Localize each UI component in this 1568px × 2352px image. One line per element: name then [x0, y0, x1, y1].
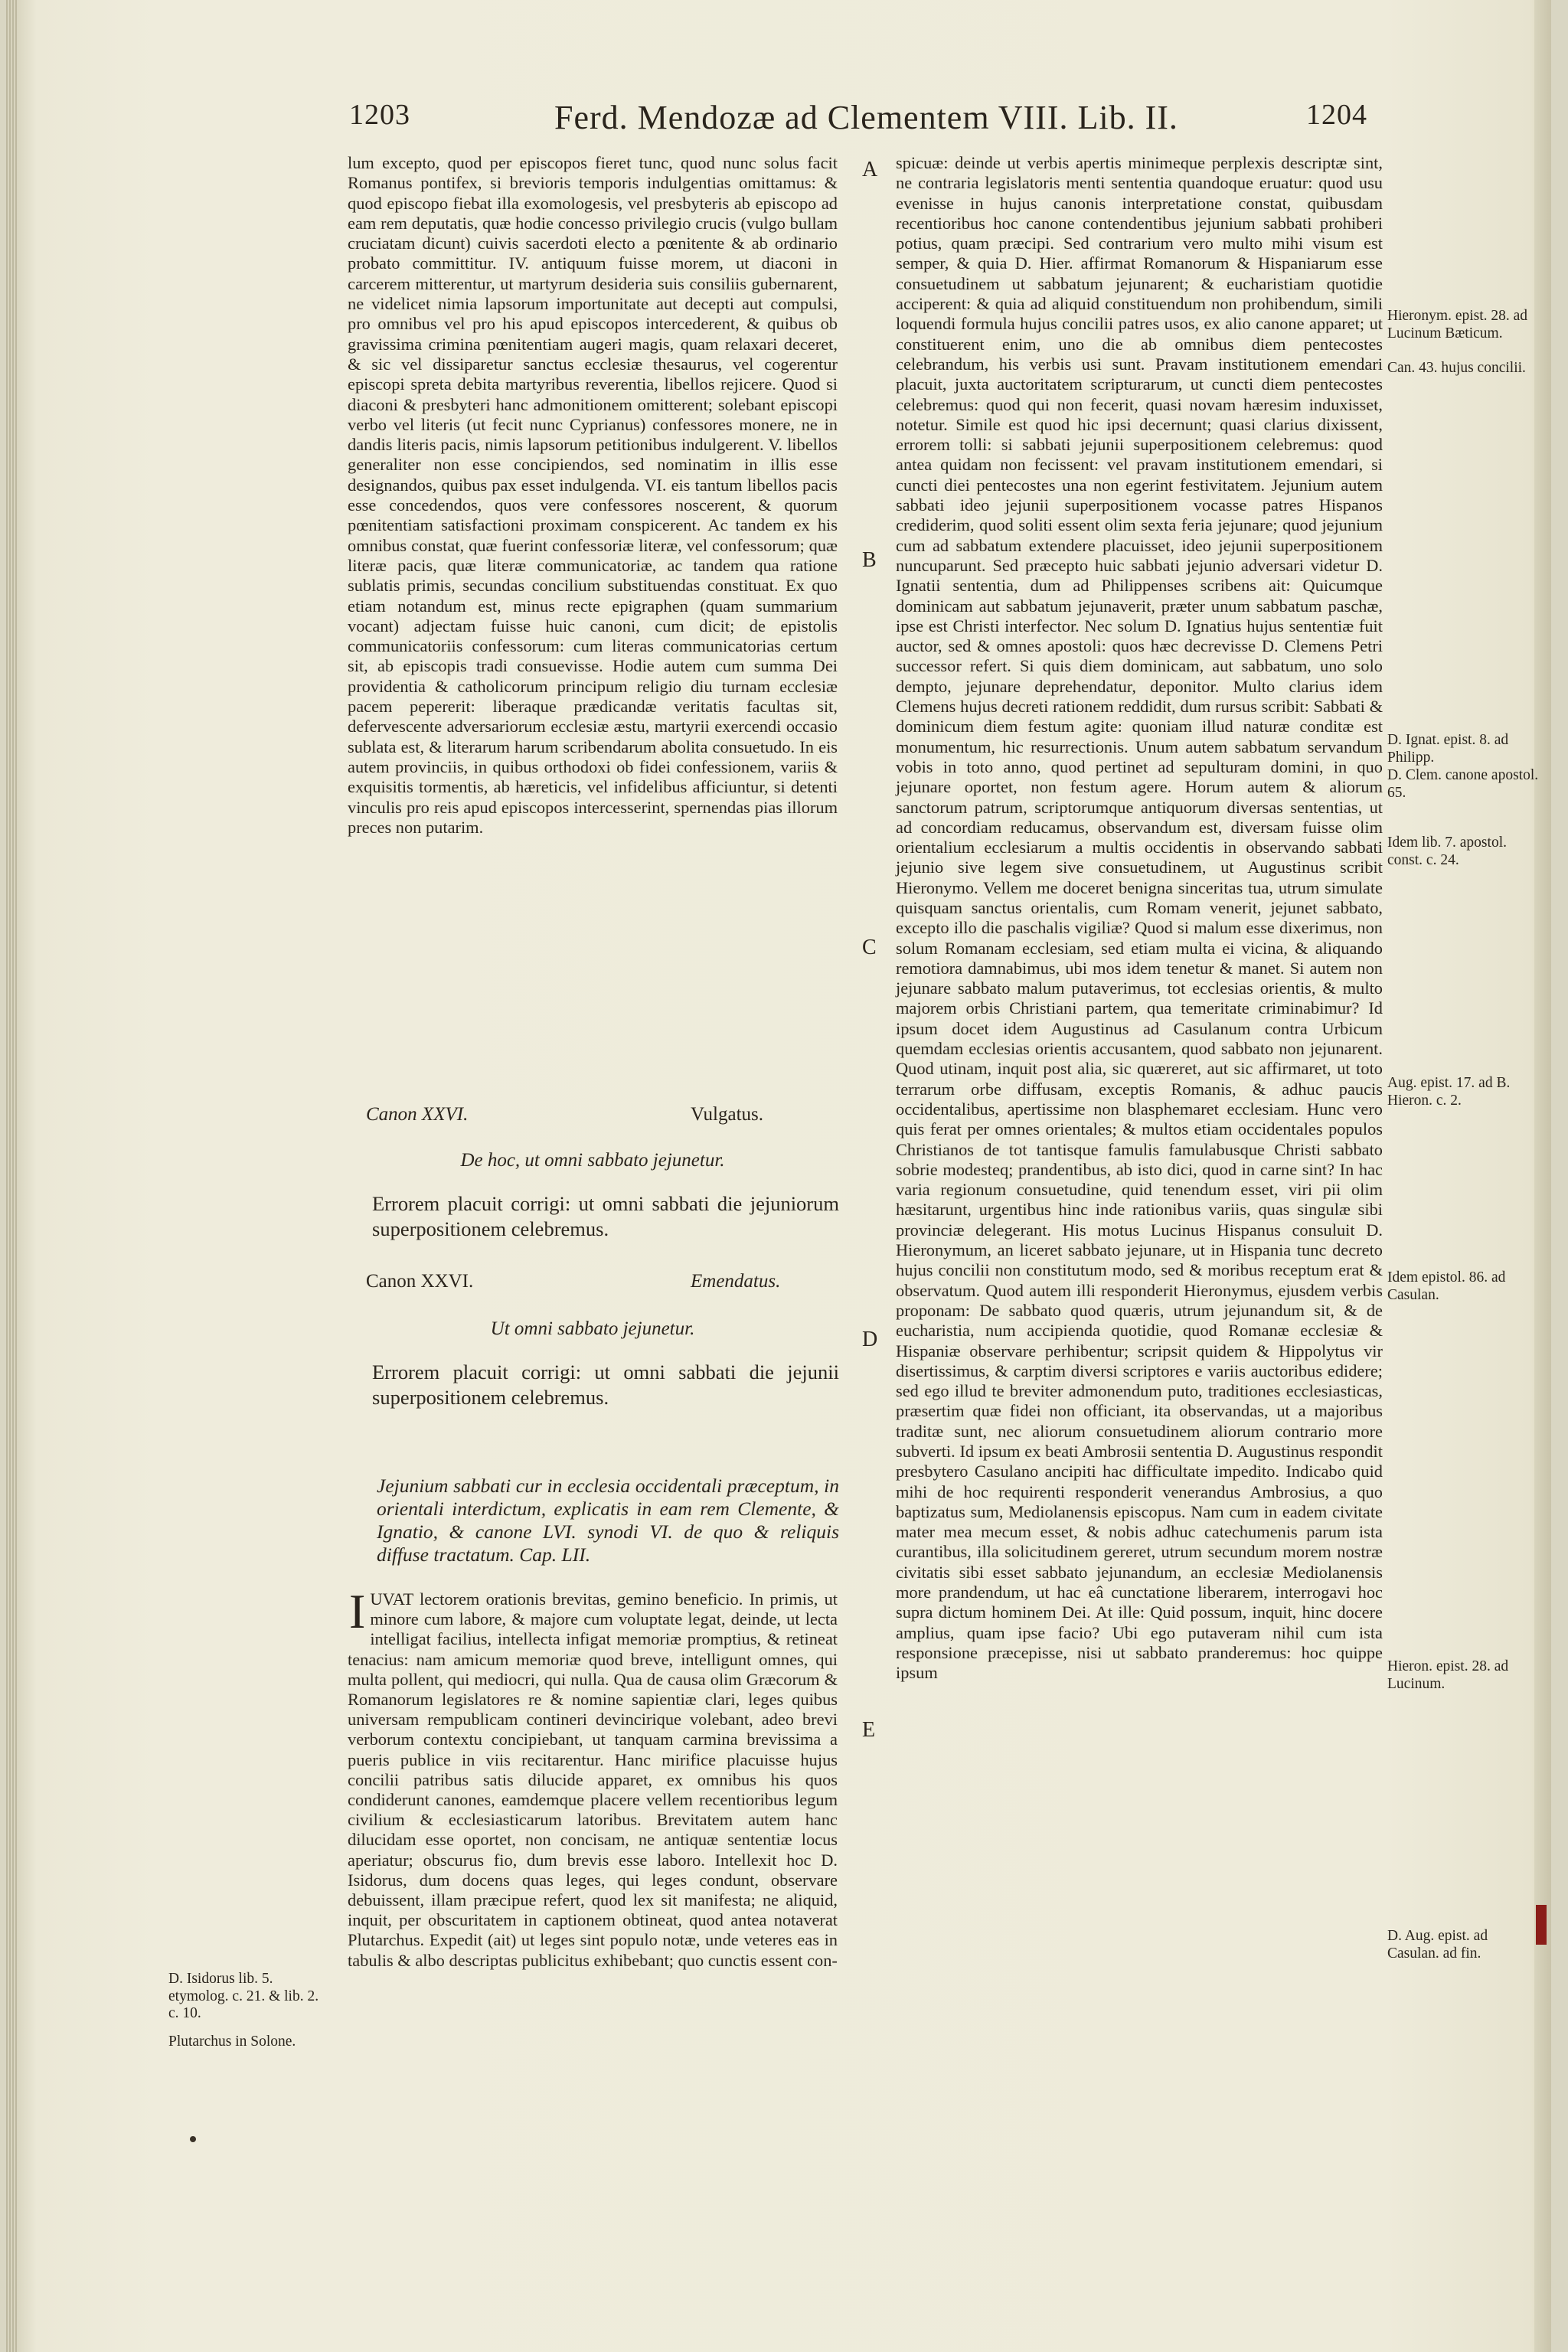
page-edge	[1534, 0, 1551, 2352]
page-gutter	[6, 0, 17, 2352]
margin-note-right-4: D. Clem. canone apostol. 65.	[1387, 767, 1539, 801]
right-column	[896, 153, 1383, 1684]
page-number-right: 1204	[1306, 99, 1367, 131]
margin-note-right-2: Can. 43. hujus concilii.	[1387, 360, 1526, 376]
running-title-part1: Ferd. Mendozæ ad Clementem	[554, 99, 998, 136]
running-title-part2: VIII. Lib. II.	[998, 99, 1178, 136]
section-letter-a: A	[862, 158, 878, 181]
margin-note-right-8: Hieron. epist. 28. ad Lucinum.	[1387, 1658, 1509, 1692]
page-number-left: 1203	[349, 99, 410, 131]
canon-text-2: Errorem placuit corrigi: ut omni sabbati die jejunii superpositionem celebremus.	[372, 1361, 839, 1409]
canon-tag-1: Vulgatus.	[691, 1104, 764, 1125]
margin-note-right-5: Idem lib. 7. apostol. const. c. 24.	[1387, 835, 1507, 868]
left-column-bottom	[348, 1584, 838, 1971]
canon-label-2: Canon XXVI.	[366, 1271, 474, 1292]
right-paragraph: spicuæ: deinde ut verbis apertis minimeque perplexis descriptæ sint, ne contraria legislatoris menti sententia quandoque eruatur: quod usu evenisse in hujus canonis interpretatione constat, quibusdam recentioribus hoc canone contendentibus jejunium sabbati prohiberi potius, quam præcipi. Sed contrarium vero multo mihi visum est semper, & quia D. Hier. affirmat Romanorum & Hispaniarum esse consuetudinem ut sabbatum jejunarent; & eucharistiam quotidie acciperent: & quia ad aliquid constituendum non prohibendum, simili loquendi formula hujus concilii patres usos, ex alio canone apparet; ut constituerent enim, uno die ab omnibus diem pentecostes celebrandum, his verbis usi sunt. Pravam institutionem emendari placuit, juxta auctoritatem scripturarum, ut cuncti diem pentecostes celebremus: quod qui non fecerit, quasi novam hæresim induxisset, notetur. Simile est quod hic ipsi decernunt; quasi clarius dixissent, errorem tolli: si sabbati jejunii superpositionem celebremus: quod antea quidam non fecissent: vel pravam institutionem emendari, si cuncti diei pentecostes una non egerint festivitatem. Jejunium autem sabbati ideo jejunii superpositionem vocasse patres Hispanos crediderim, quod soliti essent olim sexta feria jejunare; quod jejunium cum ad sabbatum extendere placuisset, ideo jejunii superpositionem nuncuparunt. Sed præcepto huic sabbati jejunio adversari videtur D. Ignatii sententia, dum ad Philippenses scribens ait: Quicumque dominicam aut sabbatum jejunaverit, præter unum sabbatum paschæ, ipse est Christi interfector. Nec solum D. Ignatius hujus sententiæ fuit auctor, sed & omnes apostoli: quos hæc decrevisse D. Clemens Petri successor refert. Si quis diem dominicam, aut sabbatum, uno solo dempto, jejunare deprehendatur, deponitor. Multo clarius idem Clemens hujus decreti rationem reddidit, dum rursus scribit: Sabbati & dominicum diem festum agite: quoniam illud naturæ conditæ est monumentum, hic resurrectionis. Unum autem sabbatum servandum vobis in toto anno, quod pertinet ad sepulturam domini, in quo jejunare oportet, non festum agere. Horum autem & aliorum sanctorum patrum, scriptorumque antiquorum diversas sententias, ut ad concordiam reducamus, observandum est, diversam fuisse olim orientalium ecclesiarum a multis occidentis in observando sabbati jejunio sive legem sive consuetudinem, ut Augustinus scribit Hieronymo. Vellem me doceret benigna sinceritas tua, utrum simulate quisquam sanctus orientalis, cum Romam venerit, jejunet sabbato, excepto illo die paschalis vigiliæ? Quod si malum esse dixerimus, non solum Romanam ecclesiam, sed etiam multa ei vicina, & aliquando remotiora damnabimus, ubi mos idem tenetur & manet. Si autem non jejunare sabbato malum putaverimus, tot ecclesias orientis, & multo majorem orbis Christiani partem, qua temeritate criminabimur? Id ipsum docet idem Augustinus ad Casulanum contra Urbicum quemdam ecclesias orientis accusantem, quod sabbato non jejunarent. Quod utinam, inquit post alia, sic quæreret, aut sic affirmaret, ut toto terrarum orbe diffusam, exceptis Romanis, & adhuc paucis occidentalibus, apertissime non blasphemaret ecclesiam. Hunc vero quis ferat per omnes orientales; & multos etiam occidentales populos Christianos de tot tantisque famulis famulabusque Christi sabbato sobrie modesteq; prandentibus, ab isto dici, quod in carne sint? In hac varia regionum consuetudine, quid tenendum esset, viri pii olim hæsitarunt, urgentibus hinc inde rationibus variis, quas singulæ sibi provinciæ delegerant. His motus Lucinus Hispanus consuluit D. Hieronymum, an liceret sabbato jejunare, ut in Hispania tunc decreto hujus concilii non constitutum modo, sed & moribus receptum erat & observatum. Quod autem illi responderit Hieronymus, ejusdem verbis proponam: De sabbato quod quæris, utrum jejunandum sit, & de eucharistia, num accipienda quotidie, quod Romanæ ecclesiæ & Hispaniæ observare perhibentur; scripsit quidem & Hippolytus vir disertissimus, & carptim diversi scriptores e variis auctoribus edidere; sed ego illud te breviter admonendum puto, traditiones ecclesiasticas, præsertim quæ fidei non officiant, ita observandas, ut a majoribus traditæ sunt, nec aliorum consuetudinem aliorum contrario more subverti. Id ipsum ex beati Ambrosii sententia D. Augustinus respondit presbytero Casulano ancipiti hac difficultate impedito. Indicabo quid mihi de hoc requirenti responderit venerandus Ambrosius, a quo baptizatus sum, Mediolanensis episcopus. Nam cum in eadem civitate mater mea mecum esset, & nobis adhuc catechumenis parum ista curantibus, illa solicitudinem gereret, utrum secundum morem nostræ civitatis sibi esset sabbato jejunandum, an ecclesiæ Mediolanensis more prandendum, ut hac eâ cunctatione liberarem, interrogavi hoc supra dictum hominem Dei. At ille: Quid possum, inquit, hinc docere amplius, quam ipse facio? Ubi ego putaveram nihil cum ista responsione præcepisse, nisi ut sabbato pranderemus: hoc quippe ipsum	[896, 153, 1383, 1683]
chapter-heading: Jejunium sabbati cur in ecclesia occidentali præceptum, in orientali interdictum, explicatis in eam rem Clemente, & Ignatio, & canone LVI. synodi VI. de quo & reliquis diffuse tractatum. Cap. LII.	[377, 1475, 839, 1566]
canon-title-1: De hoc, ut omni sabbato jejunetur.	[460, 1150, 725, 1171]
running-title	[554, 98, 1178, 137]
margin-note-left-1: D. Isidorus lib. 5. etymolog. c. 21. & lib. 2. c. 10.	[168, 1971, 319, 2021]
section-letter-d: D	[862, 1328, 878, 1351]
canon-title-2: Ut omni sabbato jejunetur.	[490, 1318, 695, 1339]
section-letter-c: C	[862, 936, 877, 959]
drop-cap: I	[349, 1584, 366, 1638]
margin-note-right-6: Aug. epist. 17. ad B. Hieron. c. 2.	[1387, 1075, 1511, 1109]
margin-note-right-1: Hieronym. epist. 28. ad Lucinum Bæticum.	[1387, 308, 1528, 341]
section-letter-e: E	[862, 1718, 876, 1742]
section-letter-b: B	[862, 548, 877, 572]
margin-note-right-7: Idem epistol. 86. ad Casulan.	[1387, 1269, 1506, 1303]
chapter-body: UVAT lectorem orationis brevitas, gemino beneficio. In primis, ut minore cum labore, & majore cum voluptate legat, deinde, ut lecta intelligat facilius, intellecta infigat memoriæ promptius, & retineat tenacius: nam amicum memoriæ quod breve, intelligunt omnes, qui multa pollent, qui mediocri, qui nulla. Qua de causa olim Græcorum & Romanorum legislatores re & nomine sapientiæ clari, leges quibus universam rempublicam contineri devincirique volebant, adeo brevi verborum contextu concipiebant, ut tanquam carmina brevissima a pueris publice in viis recitarentur. Hanc mirifice placuisse hujus concilii patribus satis dilucide apparet, ex omnibus his quos condiderunt canones, eamdemque placere vellem recentioribus legum civilium & ecclesiasticarum latoribus. Brevitatem autem hanc dilucidam esse oportet, non concisam, ne antiquæ sententiæ locus aperiatur; obscurus fio, dum brevis esse laboro. Intellexit hoc D. Isidorus, dum docens quas leges, qui leges condunt, observare debuissent, illam præcipue refert, quod lex sit manifesta; ne aliquid, inquit, per obscuritatem in captionem obtineat, quod antea notaverat Plutarchus. Expedit (ait) ut leges sint populo notæ, unde veteres eas in tabulis & albo descriptas publicitus exhibebant; quo cunctis essent con-	[348, 1589, 838, 1970]
margin-note-left-2: Plutarchus in Solone.	[168, 2034, 296, 2050]
margin-note-right-3: D. Ignat. epist. 8. ad Philipp.	[1387, 732, 1509, 766]
book-page	[6, 0, 1551, 2352]
canon-tag-2: Emendatus.	[691, 1271, 781, 1292]
canon-text-1: Errorem placuit corrigi: ut omni sabbati die jejuniorum superpositionem celebremus.	[372, 1192, 839, 1240]
left-paragraph-1: lum excepto, quod per episcopos fieret tunc, quod nunc solus facit Romanus pontifex, si brevioris temporis indulgentias omittamus: & quod episcopo fiebat illa exomologesis, vel presbyteris ab episcopo ad eam rem deputatis, quæ hodie concesso privilegio crucis (vulgo bullam cruciatam dicunt) cuivis sacerdoti electo a pœnitente & ab ordinario probato committitur. IV. antiquum fuisse morem, ut diaconi in carcerem mitterentur, ut martyrum desideria suis consiliis gubernarent, ne videlicet nimia lapsorum importunitate aut decepti aut compulsi, pro omnibus vel pro his apud episcopos intercederent, & quibus ob gravissima crimina pœnitentiam augeri magis, quam relaxari deceret, & sic vel dissiparetur sanctus ecclesiæ thesaurus, vel cogerentur episcopi spreta debita martyribus reverentia, libellos rejicere. Quod si diaconi & presbyteri hanc admonitionem omitterent; solebant episcopi verbo vel literis (ut fecit nunc Cyprianus) confessores monere, ne in dandis literis pacis, nimis lapsorum petitionibus indulgerent. V. libellos generaliter non esse concipiendos, sed nominatim in illis esse designandos, quibus pax esset indulgenda. VI. eis tantum libellos pacis esse concedendos, quos vere confessores noscerent, & quorum pœnitentiam satisfactioni proximam conspicerent. Ac tandem ex his omnibus constat, quæ fuerint confessoriæ literæ, vel confessorum; quæ literæ pacis, quæ literæ communicatoriæ, ac tandem qua ratione sublatis primis, secundas concilium substituendas constituat. Ex quo etiam notandum est, minus recte epigraphen (quam summarium vocant) adjectam fuisse huic canoni, cum dicit; de epistolis communicatoriis confessorum: cum literas communicatorias certum sit, ab episcopis tradi consuevisse. Hodie autem cum summa Dei providentia & catholicorum principum religio diu turnam ecclesiæ pacem pepererit: liberaque prædicandæ veritatis facultas sit, defervescente adversariorum ecclesiæ æstu, martyrii exercendi occasio sublata est, & literarum harum scribendarum abolita consuetudo. In eis autem provinciis, in quibus orthodoxi ob fidei confessionem, variis & exquisitis tormentis, ab hæreticis, vel infidelibus afficiuntur, si detenti vinculis pro reis apud episcopos intercesserint, spernendas pias illorum preces non putarim.	[348, 153, 838, 837]
left-column-top	[348, 153, 838, 838]
margin-note-right-9: D. Aug. epist. ad Casulan. ad fin.	[1387, 1928, 1488, 1962]
ink-spot	[190, 2136, 196, 2142]
canon-label-1: Canon XXVI.	[366, 1104, 469, 1125]
running-header	[6, 98, 1551, 144]
